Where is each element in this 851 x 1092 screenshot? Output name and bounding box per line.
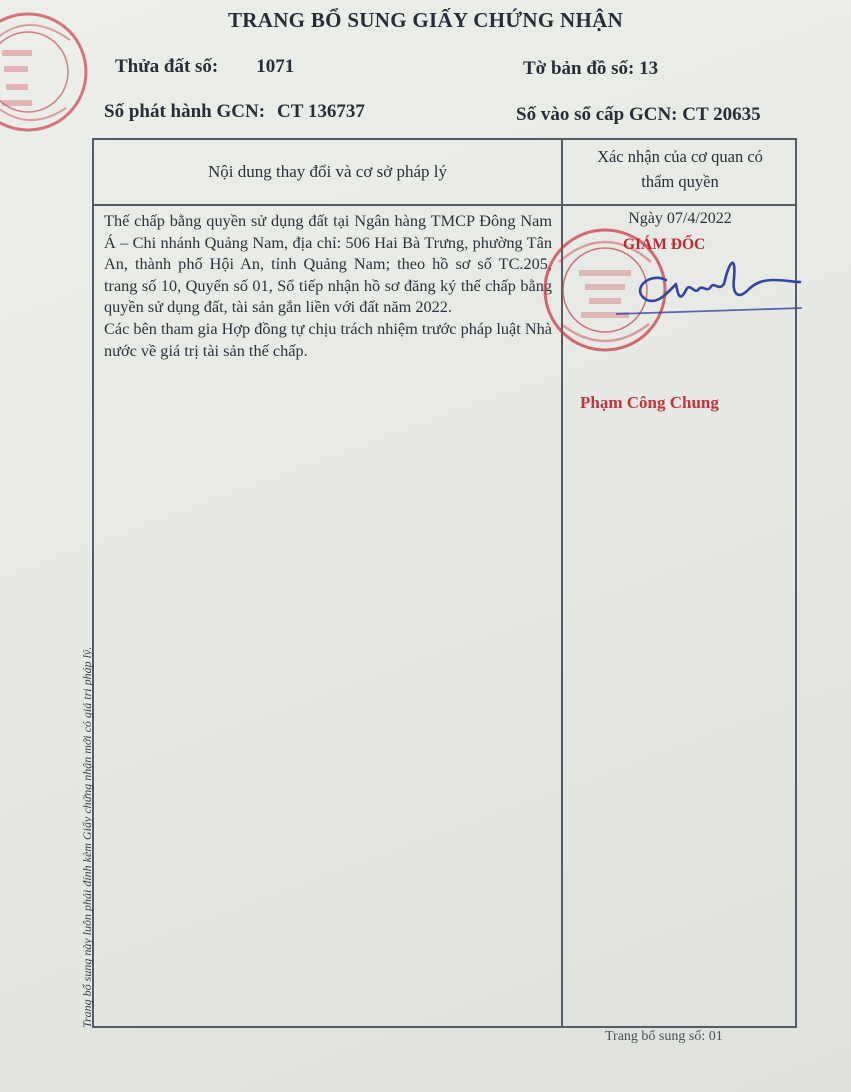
mortgage-paragraph: Thế chấp bằng quyền sử dụng đất tại Ngân hàng TMCP Đông Nam Á – Chi nhánh Quảng Nam, địa chỉ: 506 Hai Bà Trưng, phường Tân An, thành phố Hội An, tỉnh Quảng Nam; theo hồ sơ số TC.205, trang số 10, Quyển số 01, Sổ tiếp nhận hồ sơ đăng ký thế chấp bằng quyền sử dụng đất, tài sản gắn liền với đất năm 2022. — [104, 211, 552, 317]
map-sheet-line — [523, 58, 658, 80]
confirmation-column-header — [563, 144, 797, 194]
content-column-header: Nội dung thay đổi và cơ sở pháp lý — [208, 162, 447, 181]
handwritten-signature — [614, 250, 804, 320]
responsibility-paragraph: Các bên tham gia Hợp đồng tự chịu trách nhiệm trước pháp luật Nhà nước về giá trị tài sản thế chấp. — [104, 318, 552, 360]
header-divider — [94, 204, 795, 206]
issue-number-line — [104, 101, 365, 123]
supplement-page-number: Trang bổ sung số: 01 — [605, 1029, 723, 1044]
parcel-value: 1071 — [256, 56, 295, 77]
issue-label: Số phát hành GCN: — [104, 101, 266, 122]
page-title: TRANG BỔ SUNG GIẤY CHỨNG NHẬN — [227, 8, 624, 32]
parcel-number-line — [115, 56, 294, 78]
confirmation-header-line2: thẩm quyền — [641, 172, 719, 191]
register-number-line — [516, 104, 761, 126]
issue-value: CT 136737 — [277, 101, 365, 122]
register-value: CT 20635 — [682, 104, 761, 125]
parcel-label: Thửa đất số: — [115, 56, 219, 77]
director-title: GIÁM ĐỐC — [623, 236, 706, 253]
signer-name: Phạm Công Chung — [580, 393, 719, 412]
change-content — [104, 210, 552, 361]
register-label: Số vào sổ cấp GCN: — [516, 104, 678, 125]
map-value: 13 — [639, 58, 659, 79]
confirmation-date: Ngày 07/4/2022 — [628, 210, 732, 227]
changes-table — [92, 138, 797, 1028]
confirmation-header-line1: Xác nhận của cơ quan có — [597, 147, 763, 166]
map-label: Tờ bản đồ số: — [523, 58, 635, 79]
side-note: Trang bổ sung này luôn phải đính kèm Giấy chứng nhận mới có giá trị pháp lý. — [80, 646, 94, 1028]
